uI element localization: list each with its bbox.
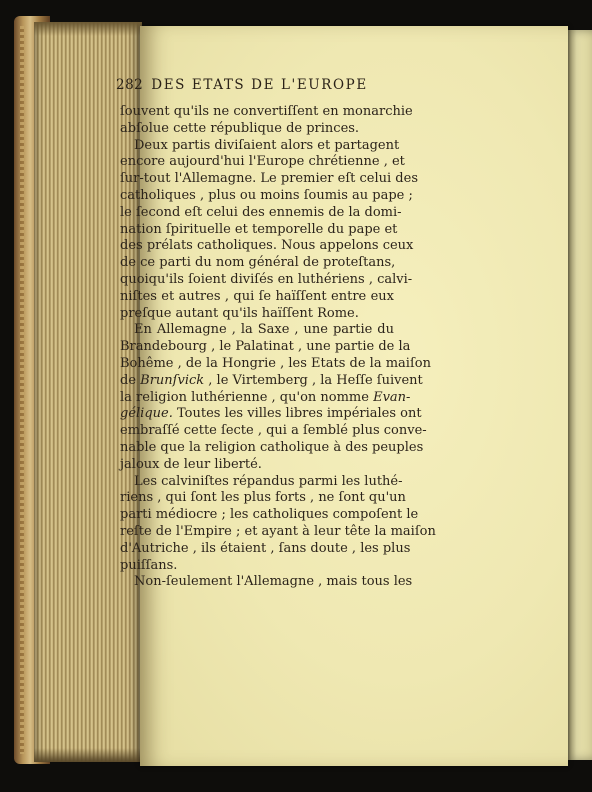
text-line: de ce parti du nom général de proteſtans, [120,255,396,271]
text-line-italic-gelique: gélique. Toutes les villes libres impériales ont [120,406,422,422]
text-line: niſtes et autres , qui ſe haïſſent entre eux [120,288,394,304]
text-line: En Allemagne , la Saxe , une partie du [134,322,394,338]
text-line: Bohême , de la Hongrie , les Etats de la maiſon [120,355,431,371]
text-line: Non-ſeulement l'Allemagne , mais tous les [134,574,413,590]
text-line: catholiques , plus ou moins ſoumis au pape ; [120,187,413,203]
text-line: ſouvent qu'ils ne convertiſſent en monarchie [120,104,413,119]
text-line: puiſſans. [120,557,178,573]
text-line: ſur-tout l'Allemagne. Le premier eſt celui des [120,171,418,187]
text-line: nable que la religion catholique à des peuples [120,439,424,455]
text-line: jaloux de leur liberté. [120,456,262,472]
text-line: reſte de l'Empire ; et ayant à leur tête la maiſon [120,523,436,539]
text-line: Les calviniſtes répandus parmi les luthé- [134,473,403,489]
text-line: preſque autant qu'ils haïſſent Rome. [120,305,359,321]
text-line-italic-evangelique: la religion luthérienne , qu'on nomme Evan- [120,389,411,405]
text-line: riens , qui ſont les plus forts , ne ſont qu'un [120,490,406,506]
running-title: DES ETATS DE L'EUROPE [151,77,368,93]
text-line: d'Autriche , ils étaient , ſans doute , les plus [120,540,411,556]
text-line: quoiqu'ils ſoient diviſés en luthériens , calvi- [120,271,413,287]
facing-leaf-edge [566,30,592,760]
text-line: embraſſé cette ſecte , qui a ſemblé plus conve- [120,423,427,439]
text-line: encore aujourd'hui l'Europe chrétienne , et [120,154,405,170]
body-text [120,104,436,591]
text-line: Deux partis diviſaient alors et partagent [134,137,400,153]
text-line: Brandebourg , le Palatinat , une partie de la [120,339,411,355]
text-line: parti médiocre ; les catholiques compoſent le [120,507,419,523]
text-line: abſolue cette république de princes. [120,120,360,136]
text-line-italic-brunsvick: de Brunſvick , le Virtemberg , la Heſſe ſuivent [120,372,423,388]
text-line: nation ſpirituelle et temporelle du pape et [120,221,398,237]
text-line: le ſecond eſt celui des ennemis de la domi- [120,204,402,220]
running-head [116,77,416,93]
text-line: des prélats catholiques. Nous appelons ceux [120,238,414,254]
page-number: 282 [116,77,144,93]
